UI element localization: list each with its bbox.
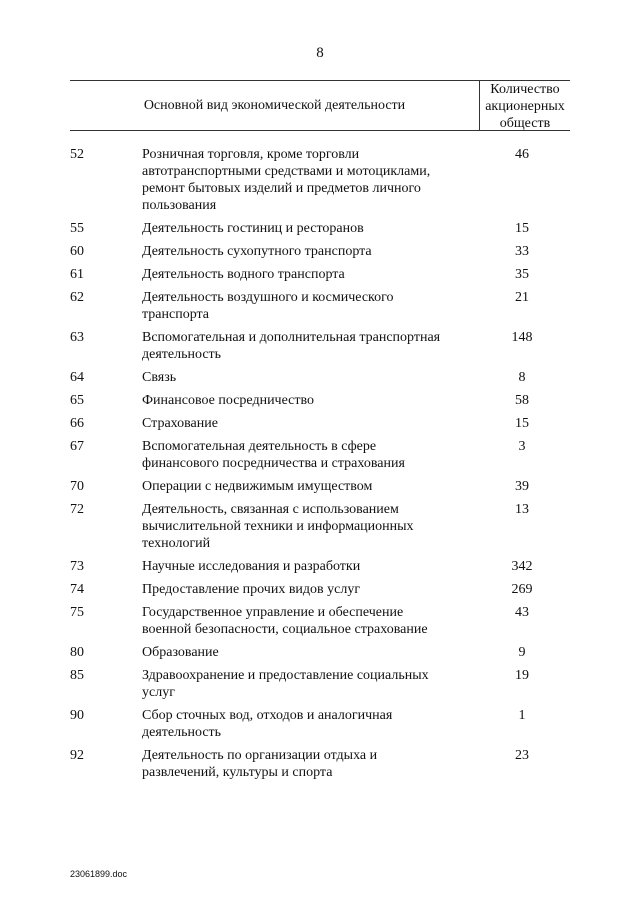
activity-code: 75 xyxy=(70,605,84,620)
activity-code: 63 xyxy=(70,330,84,345)
table-header xyxy=(70,81,570,130)
activity-code: 52 xyxy=(70,147,84,162)
table-row xyxy=(70,667,570,701)
company-count: 9 xyxy=(518,645,526,660)
activity-name-line: Деятельность по организации отдыха и xyxy=(142,748,378,763)
company-count: 148 xyxy=(511,330,533,345)
company-count: 19 xyxy=(515,668,529,683)
company-count: 15 xyxy=(515,416,529,431)
activity-column-header: Основной вид экономической деятельности xyxy=(143,97,406,113)
activity-code: 80 xyxy=(70,645,84,660)
activity-name xyxy=(112,220,444,237)
table-row xyxy=(70,243,570,260)
company-count: 43 xyxy=(515,605,529,620)
company-count: 35 xyxy=(515,267,529,282)
activity-name xyxy=(112,329,444,363)
activity-code: 92 xyxy=(70,748,84,763)
table-row xyxy=(70,644,570,661)
table-row xyxy=(70,392,570,409)
activity-name-line: Деятельность сухопутного транспорта xyxy=(142,244,372,259)
activity-name-line: Розничная торговля, кроме торговли xyxy=(142,147,360,162)
table-row xyxy=(70,146,570,214)
table-row xyxy=(70,478,570,495)
activity-name xyxy=(112,289,444,323)
activity-name-line: Здравоохранение и предоставление социальных xyxy=(142,668,429,683)
activity-name-line: Связь xyxy=(142,370,177,385)
table-row xyxy=(70,289,570,323)
activity-name-line: Финансовое посредничество xyxy=(142,393,315,408)
count-header-line: акционерных xyxy=(485,99,565,114)
table-row xyxy=(70,266,570,283)
activity-name-line: деятельность xyxy=(142,347,222,362)
table-row xyxy=(70,415,570,432)
company-count: 8 xyxy=(518,370,526,385)
company-count: 39 xyxy=(515,479,529,494)
table-row xyxy=(70,747,570,781)
activity-name-line: деятельность xyxy=(142,725,222,740)
company-count: 46 xyxy=(515,147,529,162)
activity-name xyxy=(112,438,444,472)
company-count: 15 xyxy=(515,221,529,236)
activity-code: 74 xyxy=(70,582,84,597)
activity-name-line: Образование xyxy=(142,645,219,660)
activity-name-line: Деятельность воздушного и космического xyxy=(142,290,394,305)
company-count: 1 xyxy=(518,708,526,723)
activity-name xyxy=(112,667,444,701)
company-count: 58 xyxy=(515,393,529,408)
company-count: 269 xyxy=(511,582,533,597)
activity-name xyxy=(112,369,444,386)
activity-name-line: автотранспортными средствами и мотоциклами, xyxy=(142,164,431,179)
activity-code: 64 xyxy=(70,370,84,385)
table-row xyxy=(70,707,570,741)
activity-name-line: пользования xyxy=(142,198,217,213)
activity-code: 60 xyxy=(70,244,84,259)
count-header-line: обществ xyxy=(499,116,551,131)
activity-code: 66 xyxy=(70,416,84,431)
activity-code: 61 xyxy=(70,267,84,282)
activity-name-line: Государственное управление и обеспечение xyxy=(142,605,404,620)
activity-name-line: технологий xyxy=(142,536,211,551)
activity-name-line: Операции с недвижимым имуществом xyxy=(142,479,373,494)
activity-name-line: вычислительной техники и информационных xyxy=(142,519,414,534)
table-row xyxy=(70,501,570,552)
activity-name-line: Деятельность водного транспорта xyxy=(142,267,345,282)
table-body xyxy=(70,131,570,781)
activity-name xyxy=(112,266,444,283)
activity-code: 85 xyxy=(70,668,84,683)
activity-name xyxy=(112,747,444,781)
activity-code: 65 xyxy=(70,393,84,408)
activity-name-line: развлечений, культуры и спорта xyxy=(142,765,333,780)
table-row xyxy=(70,329,570,363)
table-row xyxy=(70,604,570,638)
activity-name xyxy=(112,604,444,638)
activity-code: 72 xyxy=(70,502,84,517)
activity-name xyxy=(112,146,444,214)
activity-name xyxy=(112,581,444,598)
activity-name-line: Вспомогательная деятельность в сфере xyxy=(142,439,377,454)
activity-name-line: Предоставление прочих видов услуг xyxy=(142,582,361,597)
table-row xyxy=(70,369,570,386)
activity-name-line: услуг xyxy=(142,685,175,700)
page-number: 8 xyxy=(316,45,324,61)
activity-name-line: военной безопасности, социальное страхование xyxy=(142,622,428,637)
activity-name-line: Деятельность, связанная с использованием xyxy=(142,502,399,517)
activity-name xyxy=(112,392,444,409)
activity-code: 55 xyxy=(70,221,84,236)
activity-code: 62 xyxy=(70,290,84,305)
company-count: 13 xyxy=(515,502,529,517)
company-count: 21 xyxy=(515,290,529,305)
file-name: 23061899.doc xyxy=(70,869,128,879)
table-row xyxy=(70,220,570,237)
activity-name-line: Деятельность гостиниц и ресторанов xyxy=(142,221,364,236)
table-row xyxy=(70,438,570,472)
activity-code: 73 xyxy=(70,559,84,574)
activity-name-line: Научные исследования и разработки xyxy=(142,559,361,574)
count-header-line: Количество xyxy=(490,82,560,97)
activity-table xyxy=(70,80,570,787)
activity-name-line: транспорта xyxy=(142,307,210,322)
activity-name xyxy=(112,644,444,661)
company-count: 23 xyxy=(515,748,529,763)
activity-name-line: Вспомогательная и дополнительная транспортная xyxy=(142,330,441,345)
company-count: 3 xyxy=(518,439,526,454)
activity-name-line: финансового посредничества и страхования xyxy=(142,456,405,471)
activity-name xyxy=(112,707,444,741)
activity-name xyxy=(112,501,444,552)
activity-code: 90 xyxy=(70,708,84,723)
activity-name xyxy=(112,415,444,432)
table-row xyxy=(70,581,570,598)
activity-name-line: Страхование xyxy=(142,416,218,431)
activity-name-line: Сбор сточных вод, отходов и аналогичная xyxy=(142,708,393,723)
company-count: 342 xyxy=(511,559,533,574)
activity-code: 70 xyxy=(70,479,84,494)
count-column-header xyxy=(480,81,570,130)
activity-name xyxy=(112,243,444,260)
activity-name-line: ремонт бытовых изделий и предметов личного xyxy=(142,181,421,196)
activity-name xyxy=(112,558,444,575)
company-count: 33 xyxy=(515,244,529,259)
table-row xyxy=(70,558,570,575)
activity-name xyxy=(112,478,444,495)
activity-code: 67 xyxy=(70,439,84,454)
